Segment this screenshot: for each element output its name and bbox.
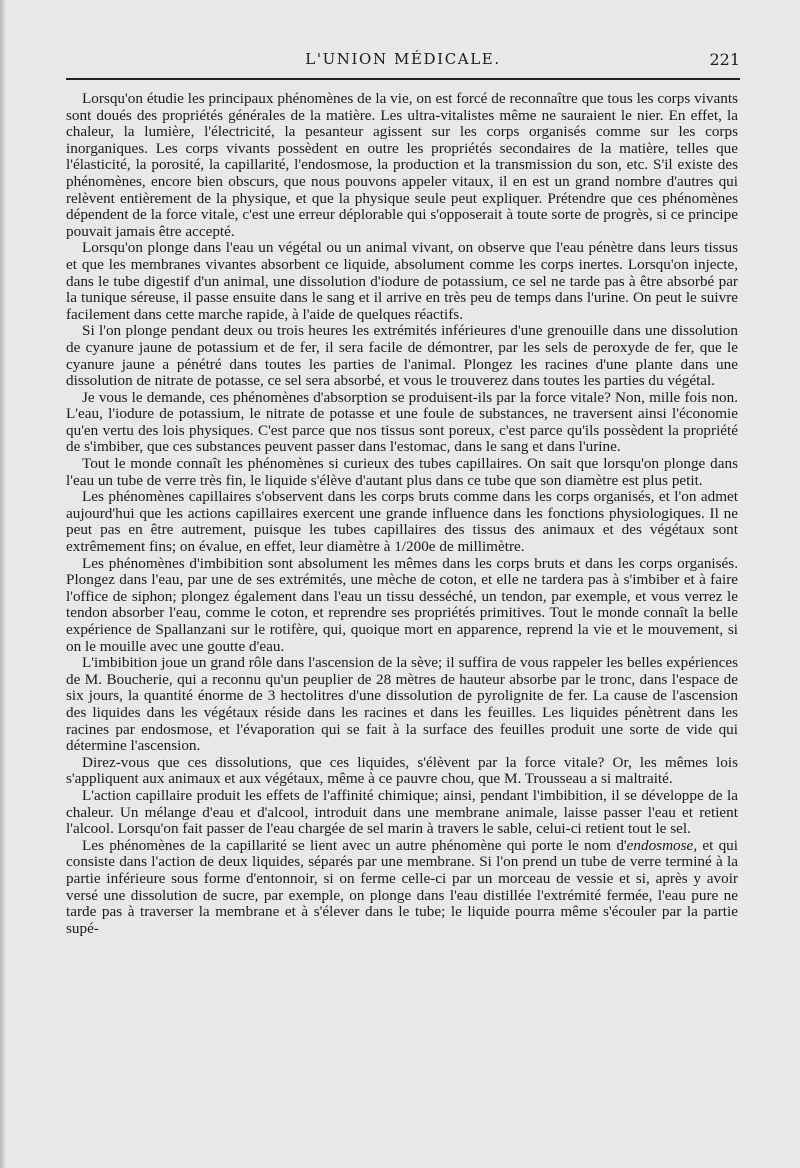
paragraph: L'action capillaire produit les effets de l'affinité chimique; ainsi, pendant l'imbibition, il se développe de la chaleur. Un mélange d'eau et d'alcool, introduit dans une membrane animale, laisse passer l'eau et retient l'alcool. Lorsqu'on fait passer de l'eau chargée de sel marin à travers le sable, celui-ci retient tout le sel. [66,786,738,838]
paragraph: Je vous le demande, ces phénomènes d'absorption se produisent-ils par la force vitale? Non, mille fois non. L'eau, l'iodure de potassium, le nitrate de potasse et une foule de substances, ne traversent ainsi l'économie qu'en vertu des lois physiques. C'est parce que nos tissus sont poreux, c'est parce qu'ils possèdent la propriété de s'imbiber, que ces substances peuvent passer dans l'estomac, dans le sang et dans l'urine. [66,388,738,456]
running-title: L'UNION MÉDICALE. [305,50,501,68]
paragraph: Lorsqu'on plonge dans l'eau un végétal ou un animal vivant, on observe que l'eau pénètre dans leurs tissus et que les membranes vivantes absorbent ce liquide, absolument comme les corps inertes. Lorsqu'on injecte, dans le tube digestif d'un animal, une dissolution d'iodure de potassium, ce sel ne tarde pas à être absorbé par la tunique séreuse, il passe ensuite dans le sang et il arrive en très peu de temps dans l'urine. On peut le suivre facilement dans cette marche rapide, à l'aide de quelques réactifs. [66,239,738,323]
paragraph [66,838,738,938]
paragraph: Les phénomènes d'imbibition sont absolument les mêmes dans les corps bruts et dans les corps organisés. Plongez dans l'eau, par une de ses extrémités, une mèche de coton, et elle ne tardera pas à s'imbiber et à faire l'office de siphon; plongez également dans l'eau un tissu desséché, un tendon, par exemple, et vous verrez le tendon absorber l'eau, comme le coton, et reprendre ses propriétés primitives. Tout le monde connaît la belle expérience de Spallanzani sur le rotifère, qui, quoique mort en apparence, reprend la vie et le mouvement, si on le mouille avec une goutte d'eau. [66,554,738,655]
page-number: 221 [709,50,740,69]
paragraph: Lorsqu'on étudie les principaux phénomènes de la vie, on est forcé de reconnaître que tous les corps vivants sont doués des propriétés générales de la matière. Les ultra-vitalistes même ne sauraient le nier. En effet, la chaleur, la lumière, l'électricité, la pesanteur agissent sur les corps organisés comme sur les corps inorganiques. Les corps vivants possèdent en outre les propriétés secondaires de la matière, telles que l'élasticité, la porosité, la capillarité, l'endosmose, la production et la transmission du son, etc. S'il existe des phénomènes, encore bien obscurs, que nous pouvons appeler vitaux, il en est un grand nombre d'autres qui relèvent entièrement de la physique, et que la physique seule peut expliquer. Prétendre que ces phénomènes dépendent de la force vitale, c'est une erreur déplorable qui s'opposerait à toute sorte de progrès, si ce principe pouvait jamais être accepté. [66,90,738,240]
paragraph: Direz-vous que ces dissolutions, que ces liquides, s'élèvent par la force vitale? Or, les mêmes lois s'appliquent aux animaux et aux végétaux, même à ce pauvre chou, que M. Trousseau a si maltraité. [66,753,738,788]
paragraph: Les phénomènes capillaires s'observent dans les corps bruts comme dans les corps organisés, et l'on admet aujourd'hui que les actions capillaires exercent une grande influence dans les fonctions physiologiques. Il ne peut pas en être autrement, puisque les tubes capillaires des tissus des animaux et des végétaux sont extrêmement fins; on évalue, en effet, leur diamètre à 1/200e de millimètre. [66,488,738,556]
body-text [66,91,738,937]
paragraph-text: , et qui consiste dans l'action de deux liquides, séparés par une membrane. Si l'on prend un tube de verre terminé à la partie inférieure sous forme d'entonnoir, si on ferme celle-ci par un morceau de vessie et si, après y avoir versé une dissolution de sucre, par exemple, on plonge dans l'eau distillée l'extrémité fermée, l'eau pure ne tarde pas à traverser la membrane et à s'élever dans le tube; le liquide pourra même s'écouler par la partie supé- [66,836,738,937]
paragraph: Si l'on plonge pendant deux ou trois heures les extrémités inférieures d'une grenouille dans une dissolution de cyanure jaune de potassium et de fer, il sera facile de démontrer, par les sels de peroxyde de fer, que le cyanure jaune a pénétré dans toutes les parties de l'animal. Plongez les racines d'une plante dans une dissolution de nitrate de potasse, ce sel sera absorbé, et vous le trouverez dans toutes les parties du végétal. [66,322,738,390]
header-rule [66,78,740,80]
italic-term: endosmose [626,836,694,854]
page-edge-shadow [0,0,6,1168]
page-header [66,50,740,72]
paragraph: L'imbibition joue un grand rôle dans l'ascension de la sève; il suffira de vous rappeler les belles expériences de M. Boucherie, qui a reconnu qu'un peuplier de 28 mètres de hauteur absorbe par le tronc, dans l'espace de six jours, la quantité énorme de 3 hectolitres d'une dissolution de pyrolignite de fer. La cause de l'ascension des liquides dans les végétaux réside dans les racines et dans les feuilles. Les liquides pénètrent dans les racines par endosmose, et l'évaporation qui se fait à la surface des feuilles produit une sorte de vide qui détermine l'ascension. [66,654,738,755]
paragraph-text: Les phénomènes de la capillarité se lient avec un autre phénomène qui porte le nom d' [82,836,627,854]
paragraph: Tout le monde connaît les phénomènes si curieux des tubes capillaires. On sait que lorsqu'on plonge dans l'eau un tube de verre très fin, le liquide s'élève d'autant plus dans ce tube que son diamètre est plus petit. [66,455,738,489]
